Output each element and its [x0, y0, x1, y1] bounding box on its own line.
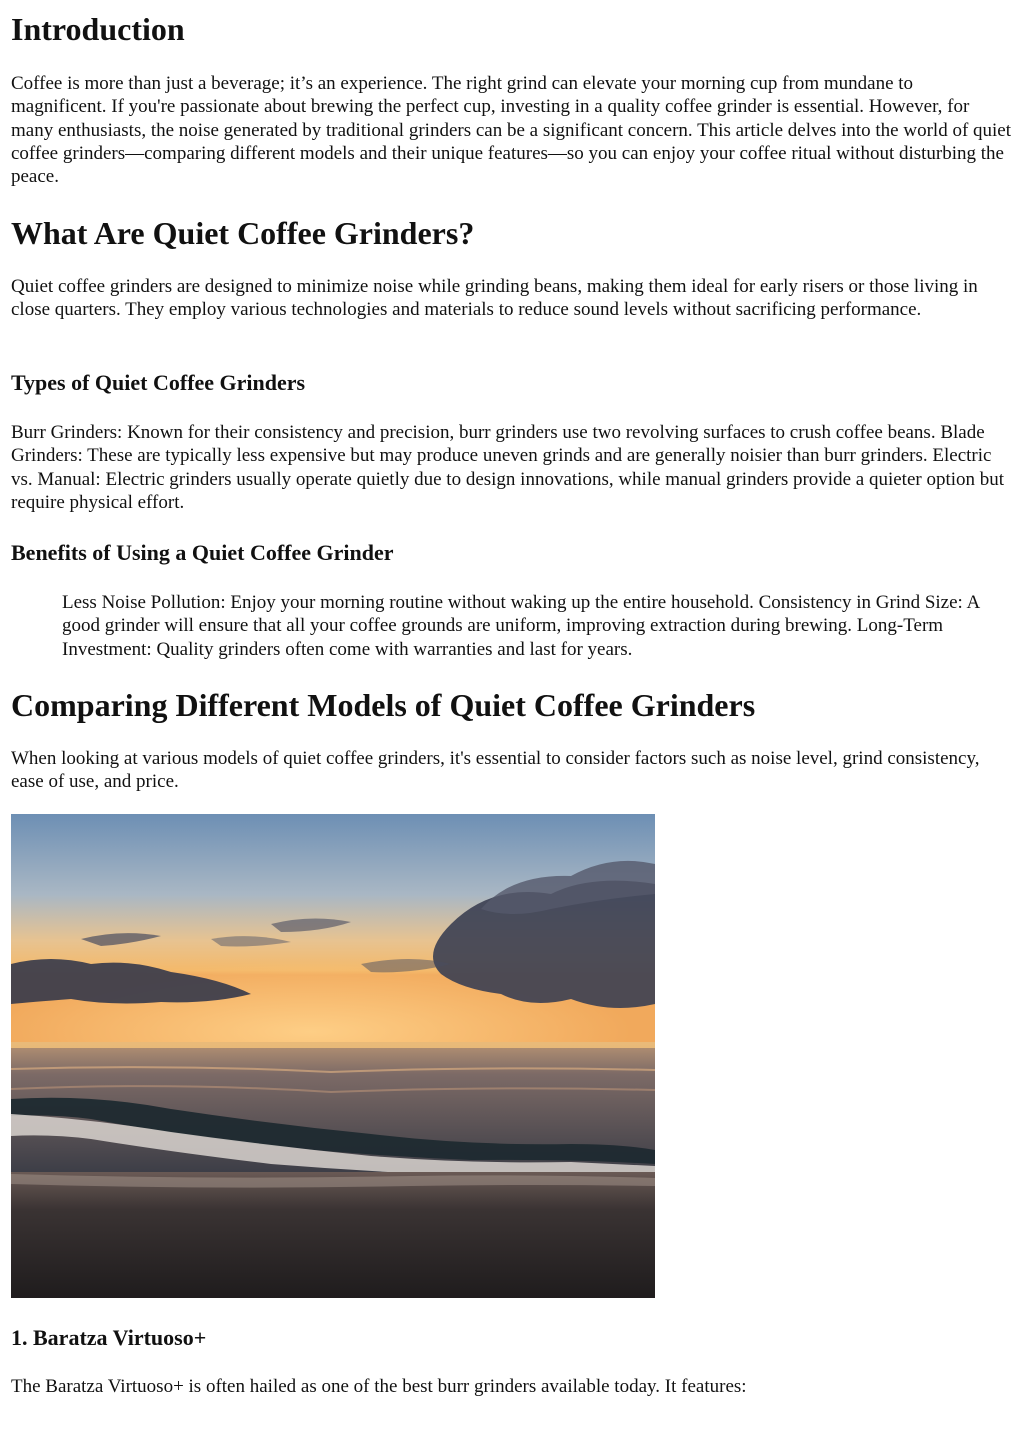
paragraph-what-are-quiet-grinders: Quiet coffee grinders are designed to minimize noise while grinding beans, making them ideal for early risers or those living in close quarters. They employ various technologies and materials to reduce sound levels without sacrificing performance.	[11, 276, 978, 321]
paragraph-introduction: Coffee is more than just a beverage; it’s an experience. The right grind can elevate your morning cup from mundane to magnificent. If you're passionate about brewing the perfect cup, investing in a quality coffee grinder is essential. However, for many enthusiasts, the noise generated by traditional grinders can be a significant concern. This article delves into the world of quiet coffee grinders—comparing different models and their unique features—so you can enjoy your coffee ritual without disturbing the peace.	[11, 73, 1012, 188]
heading-benefits: Benefits of Using a Quiet Coffee Grinder	[11, 540, 394, 565]
heading-what-are-quiet-grinders: What Are Quiet Coffee Grinders?	[11, 215, 475, 251]
heading-comparing-models: Comparing Different Models of Quiet Coffee Grinders	[11, 687, 756, 723]
paragraph-types: Burr Grinders: Known for their consistency and precision, burr grinders use two revolving surfaces to crush coffee beans. Blade Grinders: These are typically less expensive but may produce uneven grinds and are generally noisier than burr grinders. Electric vs. Manual: Electric grinders usually operate quietly due to design innovations, while manual grinders provide a quieter option but require physical effort.	[11, 422, 1005, 513]
sunset-beach-photo	[11, 814, 655, 1298]
paragraph-benefits: Less Noise Pollution: Enjoy your morning routine without waking up the entire household. Consistency in Grind Size: A good grinder will ensure that all your coffee grounds are uniform, improving extraction during brewing. Long-Term Investment: Quality grinders often come with warranties and last for years.	[62, 592, 980, 660]
paragraph-comparing-models: When looking at various models of quiet coffee grinders, it's essential to consider factors such as noise level, grind consistency, ease of use, and price.	[11, 748, 980, 793]
heading-baratza-virtuoso: 1. Baratza Virtuoso+	[11, 1325, 207, 1350]
paragraph-baratza-virtuoso: The Baratza Virtuoso+ is often hailed as one of the best burr grinders available today. It features:	[11, 1376, 747, 1397]
heading-types: Types of Quiet Coffee Grinders	[11, 370, 306, 395]
heading-introduction: Introduction	[11, 11, 185, 47]
